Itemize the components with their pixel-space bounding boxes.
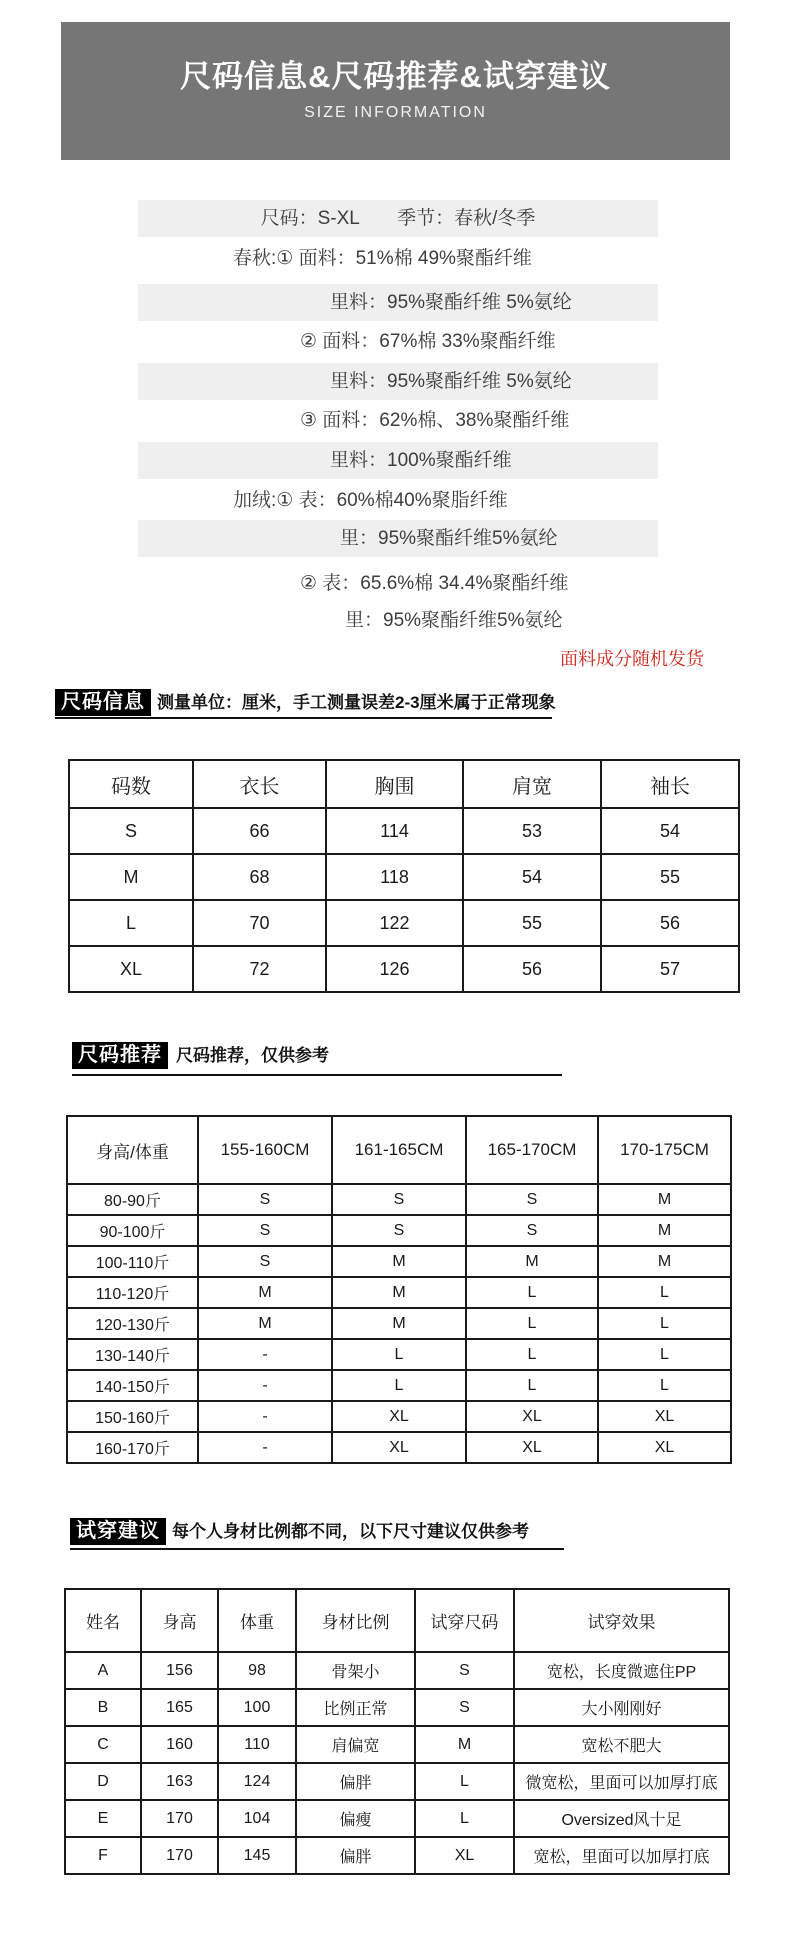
- cell: 偏胖: [296, 1837, 415, 1874]
- table-row: [65, 1726, 729, 1763]
- cell: M: [415, 1726, 514, 1763]
- table-row: [65, 1800, 729, 1837]
- header-cell: 姓名: [65, 1589, 141, 1652]
- header-cell: 161-165CM: [332, 1116, 466, 1184]
- cell: 偏瘦: [296, 1800, 415, 1837]
- cell: 72: [193, 946, 326, 992]
- table-row: [65, 1763, 729, 1800]
- header-cell: 155-160CM: [198, 1116, 332, 1184]
- header-cell: 胸围: [326, 760, 463, 808]
- fabric-line: 加绒:① 表：60%棉40%聚脂纤维: [233, 490, 508, 511]
- cell: 55: [463, 900, 601, 946]
- header-cell: 身高: [141, 1589, 218, 1652]
- cell: 120-130斤: [67, 1308, 198, 1339]
- cell: L: [415, 1763, 514, 1800]
- cell: 54: [601, 808, 739, 854]
- section-note-size-recommend: 尺码推荐，仅供参考: [176, 1046, 329, 1065]
- fabric-line: 里料：95%聚酯纤维 5%氨纶: [138, 363, 658, 400]
- cell: L: [332, 1339, 466, 1370]
- table-row: [67, 1184, 731, 1215]
- cell: 170: [141, 1837, 218, 1874]
- cell: -: [198, 1432, 332, 1463]
- size-table: [68, 759, 740, 993]
- cell: 宽松不肥大: [514, 1726, 729, 1763]
- header-cell: 试穿尺码: [415, 1589, 514, 1652]
- header-cell: 体重: [218, 1589, 296, 1652]
- cell: 165: [141, 1689, 218, 1726]
- cell: S: [466, 1184, 598, 1215]
- table-header-row: [67, 1116, 731, 1184]
- cell: L: [415, 1800, 514, 1837]
- cell: 微宽松，里面可以加厚打底: [514, 1763, 729, 1800]
- cell: 56: [601, 900, 739, 946]
- cell: M: [332, 1308, 466, 1339]
- cell: XL: [466, 1432, 598, 1463]
- section-underline: [70, 1548, 564, 1550]
- cell: 宽松，里面可以加厚打底: [514, 1837, 729, 1874]
- cell: L: [598, 1370, 731, 1401]
- section-note-fit-advice: 每个人身材比例都不同，以下尺寸建议仅供参考: [172, 1522, 529, 1541]
- cell: F: [65, 1837, 141, 1874]
- cell: XL: [69, 946, 193, 992]
- cell: 140-150斤: [67, 1370, 198, 1401]
- cell: D: [65, 1763, 141, 1800]
- cell: 100-110斤: [67, 1246, 198, 1277]
- cell: S: [332, 1184, 466, 1215]
- cell: M: [332, 1246, 466, 1277]
- table-row: [65, 1652, 729, 1689]
- cell: A: [65, 1652, 141, 1689]
- cell: M: [598, 1184, 731, 1215]
- table-row: [67, 1277, 731, 1308]
- cell: 70: [193, 900, 326, 946]
- header-cell: 165-170CM: [466, 1116, 598, 1184]
- cell: M: [69, 854, 193, 900]
- cell: 160: [141, 1726, 218, 1763]
- cell: S: [198, 1215, 332, 1246]
- table-row: [67, 1432, 731, 1463]
- cell: S: [466, 1215, 598, 1246]
- cell: 57: [601, 946, 739, 992]
- cell: XL: [598, 1432, 731, 1463]
- cell: 156: [141, 1652, 218, 1689]
- table-row: [69, 900, 739, 946]
- cell: L: [598, 1339, 731, 1370]
- cell: 53: [463, 808, 601, 854]
- cell: L: [332, 1370, 466, 1401]
- table-header-row: [65, 1589, 729, 1652]
- cell: L: [598, 1308, 731, 1339]
- cell: -: [198, 1401, 332, 1432]
- cell: 68: [193, 854, 326, 900]
- cell: M: [598, 1215, 731, 1246]
- cell: L: [69, 900, 193, 946]
- recommend-table: [66, 1115, 732, 1464]
- cell: S: [415, 1652, 514, 1689]
- cell: 114: [326, 808, 463, 854]
- cell: S: [332, 1215, 466, 1246]
- fabric-line: 里料：100%聚酯纤维: [138, 442, 658, 479]
- cell: 肩偏宽: [296, 1726, 415, 1763]
- cell: 122: [326, 900, 463, 946]
- cell: 118: [326, 854, 463, 900]
- cell: 150-160斤: [67, 1401, 198, 1432]
- fabric-random-note: 面料成分随机发货: [560, 649, 704, 669]
- cell: 55: [601, 854, 739, 900]
- table-row: [67, 1246, 731, 1277]
- section-label-fit-advice: 试穿建议: [70, 1518, 166, 1545]
- table-row: [67, 1370, 731, 1401]
- cell: 98: [218, 1652, 296, 1689]
- cell: S: [69, 808, 193, 854]
- table-row: [69, 946, 739, 992]
- cell: M: [198, 1308, 332, 1339]
- table-row: [67, 1401, 731, 1432]
- cell: L: [598, 1277, 731, 1308]
- cell: 56: [463, 946, 601, 992]
- cell: 90-100斤: [67, 1215, 198, 1246]
- cell: 骨架小: [296, 1652, 415, 1689]
- fabric-line: 里料：95%聚酯纤维 5%氨纶: [138, 284, 658, 321]
- cell: L: [466, 1339, 598, 1370]
- cell: C: [65, 1726, 141, 1763]
- cell: XL: [332, 1401, 466, 1432]
- cell: L: [466, 1277, 598, 1308]
- cell: -: [198, 1370, 332, 1401]
- cell: B: [65, 1689, 141, 1726]
- cell: XL: [332, 1432, 466, 1463]
- cell: L: [466, 1308, 598, 1339]
- section-note-size-info: 测量单位：厘米，手工测量误差2-3厘米属于正常现象: [157, 693, 556, 712]
- section-underline: [72, 1074, 562, 1076]
- header-cell: 袖长: [601, 760, 739, 808]
- cell: M: [198, 1277, 332, 1308]
- cell: S: [415, 1689, 514, 1726]
- cell: 比例正常: [296, 1689, 415, 1726]
- table-row: [65, 1837, 729, 1874]
- cell: 110: [218, 1726, 296, 1763]
- cell: 170: [141, 1800, 218, 1837]
- cell: Oversized风十足: [514, 1800, 729, 1837]
- header-cell: 身高/体重: [67, 1116, 198, 1184]
- header-cell: 身材比例: [296, 1589, 415, 1652]
- cell: 80-90斤: [67, 1184, 198, 1215]
- cell: 100: [218, 1689, 296, 1726]
- cell: 124: [218, 1763, 296, 1800]
- page-subtitle: SIZE INFORMATION: [304, 104, 487, 122]
- header-cell: 170-175CM: [598, 1116, 731, 1184]
- table-row: [67, 1215, 731, 1246]
- table-row: [67, 1308, 731, 1339]
- cell: XL: [598, 1401, 731, 1432]
- page-title: 尺码信息&尺码推荐&试穿建议: [180, 58, 611, 94]
- header-cell: 衣长: [193, 760, 326, 808]
- cell: E: [65, 1800, 141, 1837]
- cell: 145: [218, 1837, 296, 1874]
- table-row: [67, 1339, 731, 1370]
- cell: -: [198, 1339, 332, 1370]
- cell: 大小刚刚好: [514, 1689, 729, 1726]
- cell: 偏胖: [296, 1763, 415, 1800]
- cell: 126: [326, 946, 463, 992]
- cell: S: [198, 1184, 332, 1215]
- header-cell: 肩宽: [463, 760, 601, 808]
- fabric-line: ② 面料：67%棉 33%聚酯纤维: [300, 331, 556, 352]
- section-label-size-info: 尺码信息: [55, 689, 151, 716]
- table-row: [69, 808, 739, 854]
- table-row: [65, 1689, 729, 1726]
- fabric-line: ② 表：65.6%棉 34.4%聚酯纤维: [300, 573, 569, 594]
- cell: XL: [466, 1401, 598, 1432]
- header-cell: 试穿效果: [514, 1589, 729, 1652]
- cell: 130-140斤: [67, 1339, 198, 1370]
- table-row: [69, 854, 739, 900]
- cell: 163: [141, 1763, 218, 1800]
- fabric-line: 里：95%聚酯纤维5%氨纶: [345, 610, 563, 631]
- cell: 104: [218, 1800, 296, 1837]
- cell: M: [332, 1277, 466, 1308]
- fit-table: [64, 1588, 730, 1875]
- cell: 54: [463, 854, 601, 900]
- cell: 宽松，长度微遮住PP: [514, 1652, 729, 1689]
- cell: L: [466, 1370, 598, 1401]
- cell: M: [598, 1246, 731, 1277]
- section-label-size-recommend: 尺码推荐: [72, 1042, 168, 1069]
- fabric-line: 里：95%聚酯纤维5%氨纶: [138, 520, 658, 557]
- fabric-line: ③ 面料：62%棉、38%聚酯纤维: [300, 410, 570, 431]
- cell: 66: [193, 808, 326, 854]
- cell: S: [198, 1246, 332, 1277]
- cell: XL: [415, 1837, 514, 1874]
- fabric-line: 春秋:① 面料：51%棉 49%聚酯纤维: [233, 248, 532, 269]
- table-header-row: [69, 760, 739, 808]
- cell: M: [466, 1246, 598, 1277]
- header-cell: 码数: [69, 760, 193, 808]
- cell: 110-120斤: [67, 1277, 198, 1308]
- section-underline: [55, 717, 552, 719]
- cell: 160-170斤: [67, 1432, 198, 1463]
- header-banner: [61, 22, 730, 160]
- fabric-line: 尺码：S-XL 季节：春秋/冬季: [138, 200, 658, 237]
